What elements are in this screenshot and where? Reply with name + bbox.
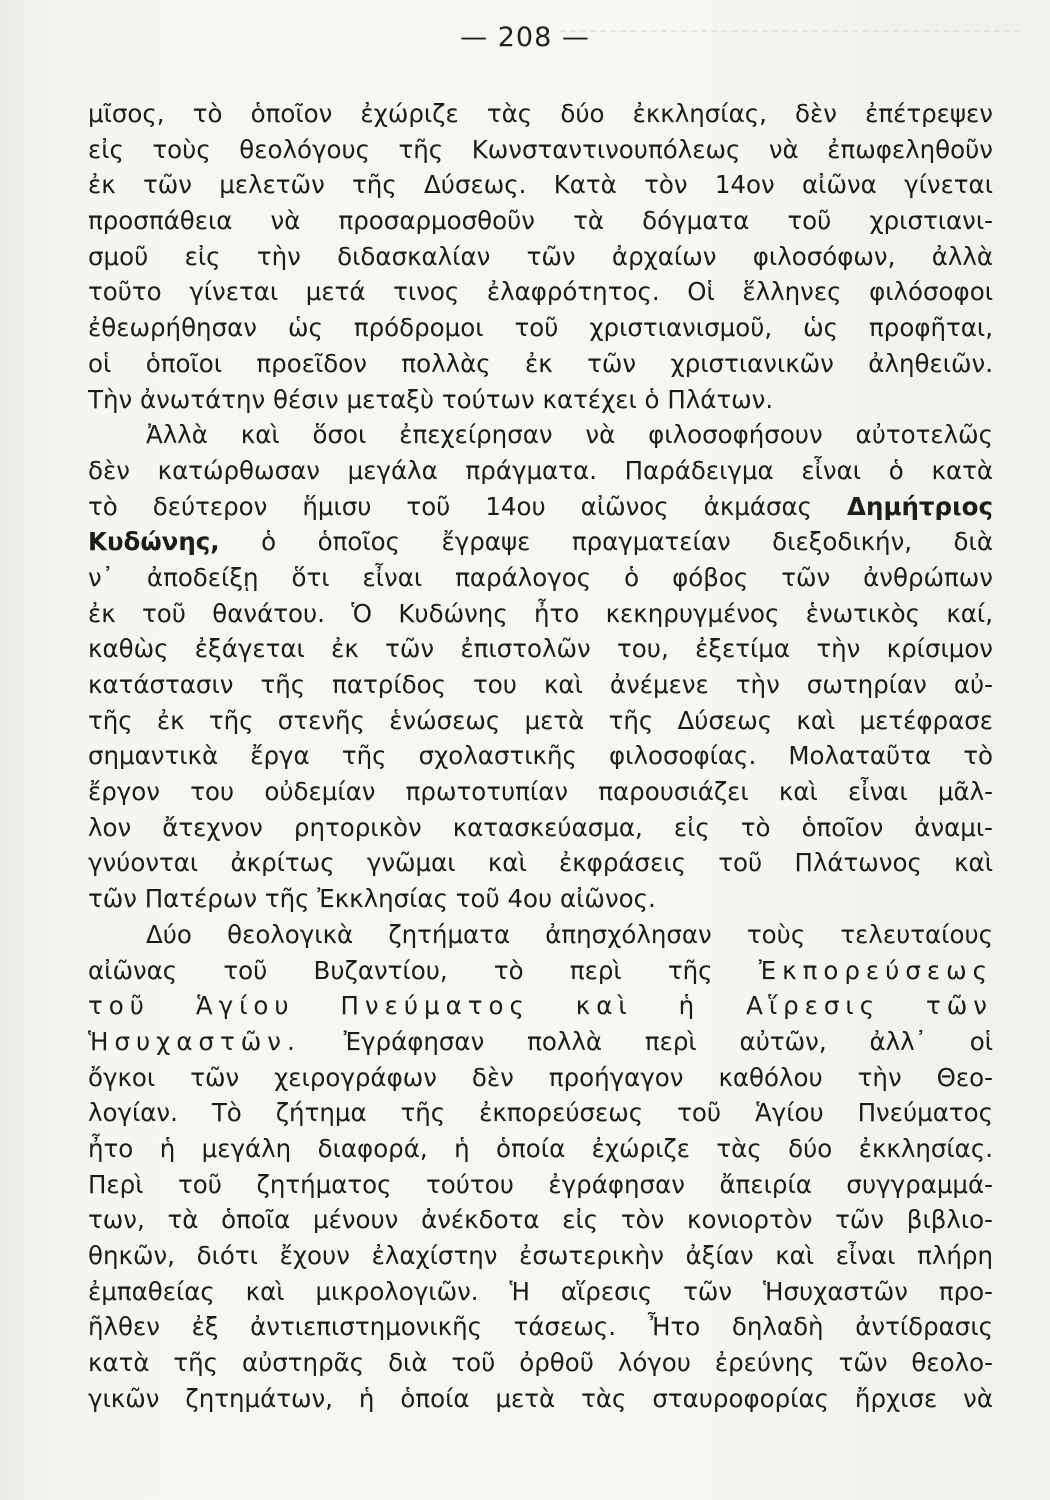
text-line — [88, 1095, 993, 1131]
text-run: ἐκ τῶν μελετῶν τῆς Δύσεως. Κατὰ τὸν 14ον αἰῶνα γίνεται — [88, 170, 993, 200]
text-run: λογίαν. Τὸ ζήτημα τῆς ἐκπορεύσεως τοῦ Ἁγίου Πνεύματος — [88, 1098, 993, 1128]
text-run: Τὴν ἀνωτάτην θέσιν μεταξὺ τούτων κατέχει ὁ Πλάτων. — [88, 384, 774, 414]
text-line — [88, 560, 993, 596]
text-line — [88, 489, 993, 525]
text-run: ν᾿ ἀποδείξῃ ὅτι εἶναι παράλογος ὁ φόβος τῶν ἀνθρώπων — [88, 562, 993, 592]
spaced-emphasis: τοῦ Ἁγίου Πνεύματος καὶ ἡ Αἵρεσις τῶν — [88, 991, 993, 1021]
text-line — [88, 703, 993, 739]
text-run: λον ἄτεχνον ρητορικὸν κατασκεύασμα, εἰς τὸ ὁποῖον ἀναμι- — [88, 812, 993, 842]
text-line — [88, 810, 993, 846]
text-run: ἐθεωρήθησαν ὡς πρόδρομοι τοῦ χριστιανισμοῦ, ὡς προφῆται, — [88, 313, 993, 343]
text-run: εἰς τοὺς θεολόγους τῆς Κωνσταντινουπόλεως νὰ ἐπωφεληθοῦν — [88, 134, 993, 164]
bold-name: Δημήτριος — [847, 491, 993, 521]
text-line — [88, 845, 993, 881]
text-line — [88, 881, 993, 917]
text-run: ἔργον του οὐδεμίαν πρωτοτυπίαν παρουσιάζει καὶ εἶναι μᾶλ- — [88, 777, 993, 807]
text-run: Ἀλλὰ καὶ ὅσοι ἐπεχείρησαν νὰ φιλοσοφήσουν αὐτοτελῶς — [146, 420, 993, 450]
text-line — [88, 96, 993, 132]
text-line — [88, 167, 993, 203]
text-run: οἱ ὁποῖοι προεῖδον πολλὰς ἐκ τῶν χριστιανικῶν ἀληθειῶν. — [88, 348, 993, 378]
text-line — [88, 239, 993, 275]
text-line — [88, 1345, 993, 1381]
text-run: σημαντικὰ ἔργα τῆς σχολαστικῆς φιλοσοφίας. Μολαταῦτα τὸ — [88, 741, 993, 771]
text-line — [88, 917, 993, 953]
text-line — [88, 667, 993, 703]
text-run: ὄγκοι τῶν χειρογράφων δὲν προήγαγον καθόλου τὴν Θεο- — [88, 1062, 993, 1092]
text-line — [88, 1238, 993, 1274]
text-run: ῆλθεν ἐξ ἀντιεπιστημονικῆς τάσεως. Ἦτο δηλαδὴ ἀντίδρασις — [88, 1312, 993, 1342]
text-run: κατὰ τῆς αὐστηρᾶς διὰ τοῦ ὀρθοῦ λόγου ἐρεύνης τῶν θεολο- — [88, 1348, 993, 1378]
text-run: Ἐγράφησαν πολλὰ περὶ αὐτῶν, ἀλλ᾿ οἱ — [300, 1026, 993, 1056]
text-run: δὲν κατώρθωσαν μεγάλα πράγματα. Παράδειγμα εἶναι ὁ κατὰ — [88, 455, 993, 485]
text-line — [88, 524, 993, 560]
text-line — [88, 310, 993, 346]
text-line — [88, 453, 993, 489]
text-run: ἦτο ἡ μεγάλη διαφορά, ἡ ὁποία ἐχώριζε τὰς δύο ἐκκλησίας. — [88, 1133, 993, 1163]
text-line — [88, 1274, 993, 1310]
text-run: ἐμπαθείας καὶ μικρολογιῶν. Ἡ αἵρεσις τῶν Ἡσυχαστῶν προ- — [88, 1276, 993, 1306]
text-run: μῖσος, τὸ ὁποῖον ἐχώριζε τὰς δύο ἐκκλησίας, δὲν ἐπέτρεψεν — [88, 99, 993, 128]
text-line — [88, 1167, 993, 1203]
text-run: γικῶν ζητημάτων, ἡ ὁποία μετὰ τὰς σταυροφορίας ἤρχισε νὰ — [88, 1383, 993, 1413]
text-run: ὁ ὁποῖος ἔγραψε πραγματείαν διεξοδικήν, διὰ — [219, 527, 993, 557]
spaced-emphasis: Ἡσυχαστῶν. — [88, 1026, 301, 1056]
text-line — [88, 738, 993, 774]
text-run: τῶν Πατέρων τῆς Ἐκκλησίας τοῦ 4ου αἰῶνος. — [88, 884, 656, 914]
text-run: προσπάθεια νὰ προσαρμοσθοῦν τὰ δόγματα τοῦ χριστιανι- — [88, 206, 993, 236]
text-run: καθὼς ἐξάγεται ἐκ τῶν ἐπιστολῶν του, ἐξετίμα τὴν κρίσιμον — [88, 634, 993, 664]
text-run: τοῦτο γίνεται μετά τινος ἐλαφρότητος. Οἱ ἕλληνες φιλόσοφοι — [88, 277, 993, 307]
text-line — [88, 1024, 993, 1060]
body-text — [88, 96, 993, 1416]
text-run: Περὶ τοῦ ζητήματος τούτου ἐγράφησαν ἄπειρία συγγραμμά- — [88, 1169, 993, 1199]
text-run: των, τὰ ὁποῖα μένουν ἀνέκδοτα εἰς τὸν κονιορτὸν τῶν βιβλιο- — [88, 1205, 993, 1235]
text-run: τὸ δεύτερον ἥμισυ τοῦ 14ου αἰῶνος ἀκμάσας — [88, 491, 848, 521]
text-line — [88, 1202, 993, 1238]
text-run: Δύο θεολογικὰ ζητήματα ἀπησχόλησαν τοὺς τελευταίους — [146, 919, 993, 949]
text-line — [88, 631, 993, 667]
page-number: — 208 — — [460, 22, 590, 53]
text-line — [88, 132, 993, 168]
text-run: τῆς ἐκ τῆς στενῆς ἑνώσεως μετὰ τῆς Δύσεως καὶ μετέφρασε — [88, 705, 993, 735]
text-line — [88, 346, 993, 382]
text-run: θηκῶν, διότι ἔχουν ἐλαχίστην ἐσωτερικὴν ἀξίαν καὶ εἶναι πλήρη — [88, 1241, 993, 1270]
text-line — [88, 988, 993, 1024]
text-line — [88, 1131, 993, 1167]
text-run: σμοῦ εἰς τὴν διδασκαλίαν τῶν ἀρχαίων φιλοσόφων, ἀλλὰ — [88, 241, 993, 271]
text-run: ἐκ τοῦ θανάτου. Ὁ Κυδώνης ἦτο κεκηρυγμένος ἑνωτικὸς καί, — [88, 598, 993, 628]
text-run: γνύονται ἀκρίτως γνῶμαι καὶ ἐκφράσεις τοῦ Πλάτωνος καὶ — [88, 848, 993, 878]
text-run: κατάστασιν τῆς πατρίδος του καὶ ἀνέμενε τὴν σωτηρίαν αὐ- — [88, 670, 993, 699]
text-line — [88, 1309, 993, 1345]
bold-name: Κυδώνης, — [88, 527, 220, 557]
text-line — [88, 953, 993, 989]
text-line — [88, 417, 993, 453]
text-run: αἰῶνας τοῦ Βυζαντίου, τὸ περὶ τῆς — [88, 955, 759, 985]
text-line — [88, 774, 993, 810]
spaced-emphasis: Ἐκπορεύσεως — [758, 955, 993, 985]
text-line — [88, 1060, 993, 1096]
text-line — [88, 382, 993, 418]
text-line — [88, 1381, 993, 1417]
text-line — [88, 596, 993, 632]
text-line — [88, 274, 993, 310]
text-line — [88, 203, 993, 239]
